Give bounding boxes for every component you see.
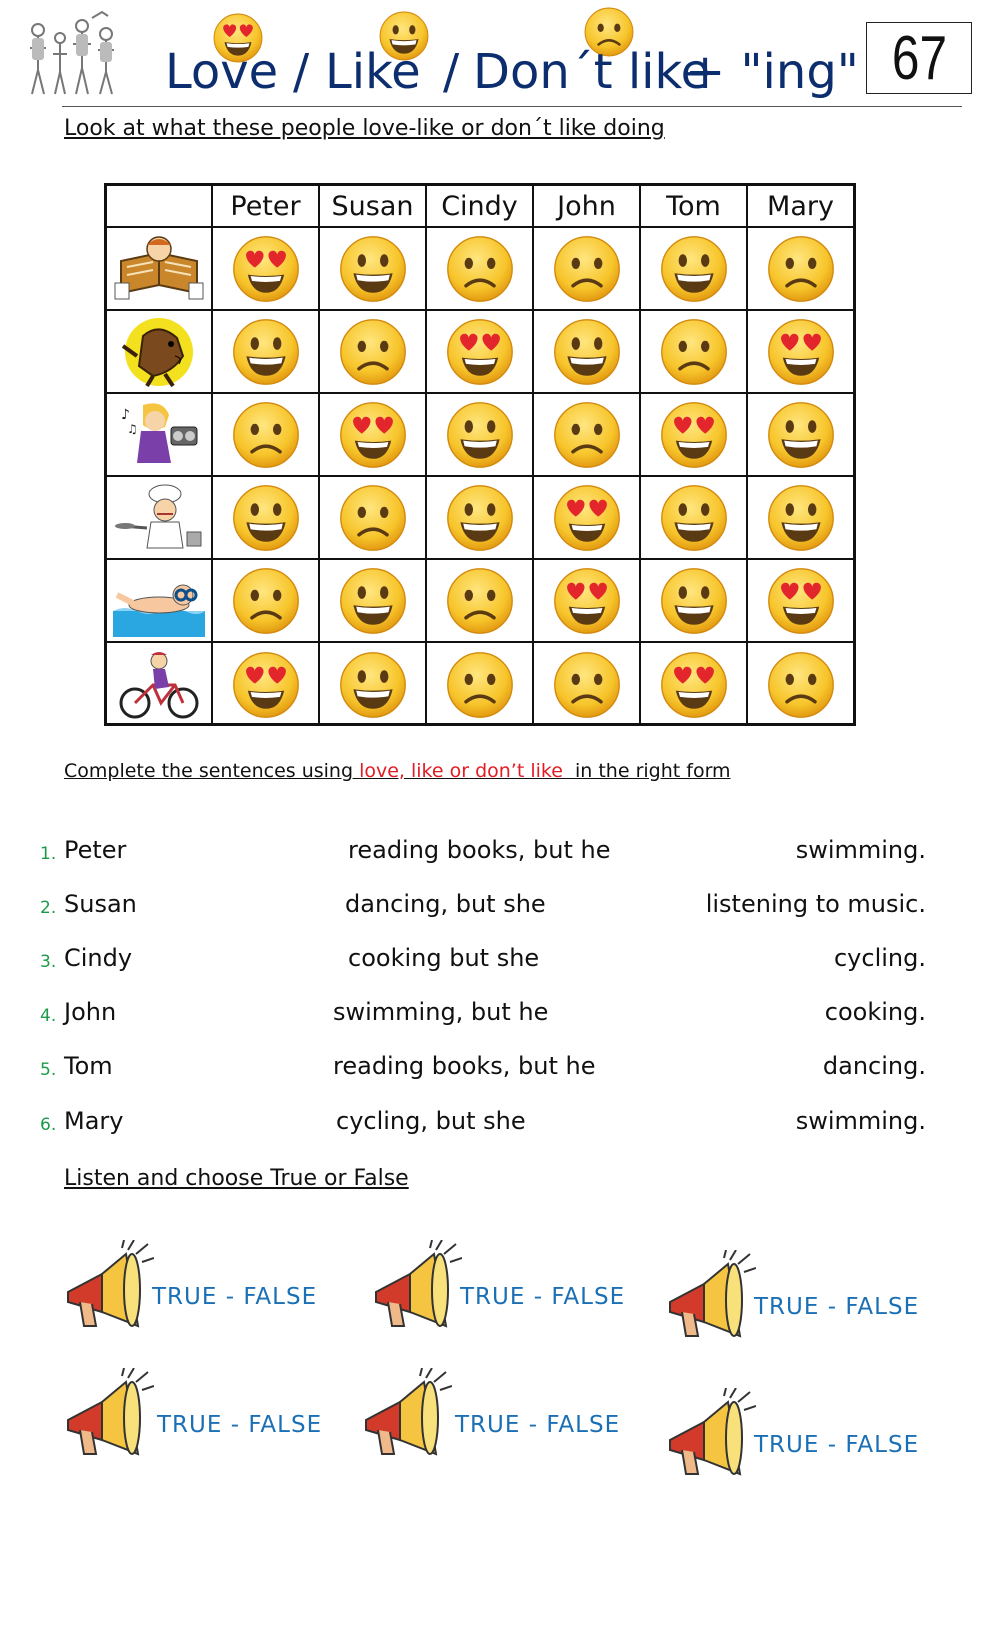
sentence-row (40, 1052, 930, 1092)
preference-cell (641, 311, 748, 394)
preference-cell (641, 643, 748, 726)
dont-like-emoji-icon (766, 650, 836, 720)
page-title (165, 44, 859, 114)
like-emoji-icon (338, 234, 408, 304)
title-love: Love (165, 44, 279, 100)
preference-cell (748, 643, 853, 726)
dont-like-emoji-icon (445, 234, 515, 304)
instructions-heading (64, 760, 731, 782)
preference-cell (748, 394, 853, 477)
dont-like-emoji-icon (231, 566, 301, 636)
listen-heading: Listen and choose True or False (64, 1166, 409, 1191)
svg-text:♫: ♫ (127, 421, 138, 436)
sentence-subject: Peter (64, 836, 127, 864)
love-emoji-icon (552, 483, 622, 553)
preference-cell (213, 228, 320, 311)
grid-header-cell (213, 186, 320, 228)
like-emoji-icon (659, 566, 729, 636)
cycling-icon (113, 649, 205, 721)
like-emoji-icon (231, 483, 301, 553)
preference-cell (320, 228, 427, 311)
megaphone-icon (360, 1368, 452, 1464)
sentence-middle: cooking but she (348, 944, 540, 972)
true-false-label[interactable]: TRUE - FALSE (455, 1412, 621, 1438)
sentence-row (40, 998, 930, 1038)
sentence-middle: swimming, but he (333, 998, 549, 1026)
preference-cell (213, 311, 320, 394)
preference-cell (534, 560, 641, 643)
true-false-item[interactable] (62, 1240, 332, 1340)
activity-cell (107, 394, 213, 477)
true-false-label[interactable]: TRUE - FALSE (157, 1412, 323, 1438)
activity-cell (107, 560, 213, 643)
love-emoji-icon (766, 566, 836, 636)
love-emoji-icon (231, 650, 301, 720)
true-false-item[interactable] (664, 1250, 934, 1350)
megaphone-icon (664, 1250, 756, 1346)
preference-cell (748, 560, 853, 643)
dont-like-emoji-icon (659, 317, 729, 387)
love-emoji-icon (445, 317, 515, 387)
sentence-subject: Mary (64, 1107, 124, 1135)
sentence-row (40, 1107, 930, 1147)
love-emoji-icon (766, 317, 836, 387)
sentence-end: swimming. (795, 836, 926, 864)
person-name: Mary (767, 190, 834, 222)
preference-cell (748, 311, 853, 394)
love-emoji-icon (231, 234, 301, 304)
like-emoji-icon (659, 483, 729, 553)
sentence-number: 2. (40, 898, 57, 918)
preference-cell (427, 394, 534, 477)
preference-cell (213, 394, 320, 477)
preference-cell (641, 394, 748, 477)
dont-like-emoji-icon (445, 650, 515, 720)
true-false-item[interactable] (62, 1368, 332, 1468)
dont-like-emoji-icon (338, 317, 408, 387)
like-emoji-icon (445, 400, 515, 470)
true-false-label[interactable]: TRUE - FALSE (754, 1432, 920, 1458)
preference-cell (320, 560, 427, 643)
sentence-number: 4. (40, 1006, 57, 1026)
dont-like-emoji-icon (552, 400, 622, 470)
sentence-middle: dancing, but she (345, 890, 546, 918)
true-false-label[interactable]: TRUE - FALSE (460, 1284, 626, 1310)
like-emoji-icon (231, 317, 301, 387)
sentence-end: listening to music. (705, 890, 926, 918)
people-group-icon (22, 8, 132, 100)
true-false-label[interactable]: TRUE - FALSE (152, 1284, 318, 1310)
megaphone-icon (62, 1368, 154, 1464)
dont-like-emoji-icon (766, 234, 836, 304)
preference-cell (641, 477, 748, 560)
title-ing: + "ing" (685, 44, 859, 100)
megaphone-icon (62, 1240, 154, 1336)
sentence-subject: John (64, 998, 117, 1026)
sentence-middle: cycling, but she (336, 1107, 526, 1135)
megaphone-icon (370, 1240, 462, 1336)
title-separator: / (443, 44, 460, 100)
preference-cell (427, 560, 534, 643)
grid-header-cell (534, 186, 641, 228)
true-false-item[interactable] (664, 1388, 934, 1488)
sentence-middle: reading books, but he (348, 836, 611, 864)
person-name: Susan (331, 190, 414, 222)
grid-corner-cell (107, 186, 213, 228)
sentence-number: 5. (40, 1060, 57, 1080)
preference-cell (534, 228, 641, 311)
grid-header-cell (748, 186, 853, 228)
dont-like-emoji-icon (445, 566, 515, 636)
activity-cell (107, 477, 213, 560)
instructions-highlight: love, like or don’t like (359, 760, 563, 782)
sentence-end: dancing. (822, 1052, 926, 1080)
preference-cell (748, 477, 853, 560)
activity-cell (107, 643, 213, 726)
preferences-grid (104, 183, 856, 726)
intro-heading: Look at what these people love-like or don´t like doing (64, 116, 665, 141)
sentence-number: 3. (40, 952, 57, 972)
sentence-end: cooking. (824, 998, 926, 1026)
preference-cell (534, 394, 641, 477)
title-separator: / (293, 44, 310, 100)
preference-cell (748, 228, 853, 311)
preference-cell (320, 311, 427, 394)
preference-cell (320, 394, 427, 477)
true-false-item[interactable] (370, 1240, 640, 1340)
dont-like-emoji-icon (231, 400, 301, 470)
preference-cell (213, 560, 320, 643)
preference-cell (427, 477, 534, 560)
sentence-end: swimming. (795, 1107, 926, 1135)
sentence-number: 6. (40, 1115, 57, 1135)
like-emoji-icon (766, 400, 836, 470)
grid-header-cell (641, 186, 748, 228)
preference-cell (320, 643, 427, 726)
reading-books-icon (113, 233, 205, 305)
activity-cell (107, 228, 213, 311)
title-underline (62, 106, 962, 107)
preference-cell (427, 228, 534, 311)
preference-cell (213, 477, 320, 560)
sentence-row (40, 944, 930, 984)
page-number-box (866, 22, 972, 94)
sentence-middle: reading books, but he (333, 1052, 596, 1080)
listening-to-music-icon (113, 399, 205, 471)
dont-like-emoji-icon (338, 483, 408, 553)
grid-header-cell (427, 186, 534, 228)
like-emoji-icon (338, 566, 408, 636)
sentence-subject: Cindy (64, 944, 133, 972)
like-emoji-icon (552, 317, 622, 387)
preference-cell (320, 477, 427, 560)
like-emoji-icon (766, 483, 836, 553)
person-name: Peter (230, 190, 301, 222)
person-name: Tom (666, 190, 721, 222)
love-emoji-icon (659, 650, 729, 720)
true-false-item[interactable] (360, 1368, 630, 1468)
preference-cell (641, 560, 748, 643)
love-emoji-icon (552, 566, 622, 636)
preference-cell (534, 311, 641, 394)
preference-cell (641, 228, 748, 311)
activity-cell (107, 311, 213, 394)
preference-cell (427, 643, 534, 726)
megaphone-icon (664, 1388, 756, 1484)
person-name: Cindy (441, 190, 518, 222)
like-emoji-icon (338, 650, 408, 720)
instructions-after: in the right form (562, 760, 731, 782)
sentence-row (40, 890, 930, 930)
true-false-label[interactable]: TRUE - FALSE (754, 1294, 920, 1320)
cooking-icon (113, 482, 205, 554)
sentence-end: cycling. (833, 944, 926, 972)
instructions-before: Complete the sentences using (64, 760, 360, 782)
like-emoji-icon (659, 234, 729, 304)
dont-like-emoji-icon (552, 234, 622, 304)
swimming-icon (113, 565, 205, 637)
page-number: 67 (891, 23, 947, 93)
person-name: John (557, 190, 616, 222)
dont-like-emoji-icon (552, 650, 622, 720)
sentence-subject: Susan (64, 890, 137, 918)
title-dont-like: Don´t like (473, 44, 711, 100)
title-like: Like (325, 44, 421, 100)
dancing-icon (113, 316, 205, 388)
preference-cell (213, 643, 320, 726)
grid-header-cell (320, 186, 427, 228)
love-emoji-icon (659, 400, 729, 470)
preference-cell (534, 643, 641, 726)
preference-cell (534, 477, 641, 560)
like-emoji-icon (445, 483, 515, 553)
svg-text:♪: ♪ (121, 406, 130, 423)
sentence-number: 1. (40, 844, 57, 864)
love-emoji-icon (338, 400, 408, 470)
sentence-subject: Tom (64, 1052, 113, 1080)
sentence-row (40, 836, 930, 876)
preference-cell (427, 311, 534, 394)
